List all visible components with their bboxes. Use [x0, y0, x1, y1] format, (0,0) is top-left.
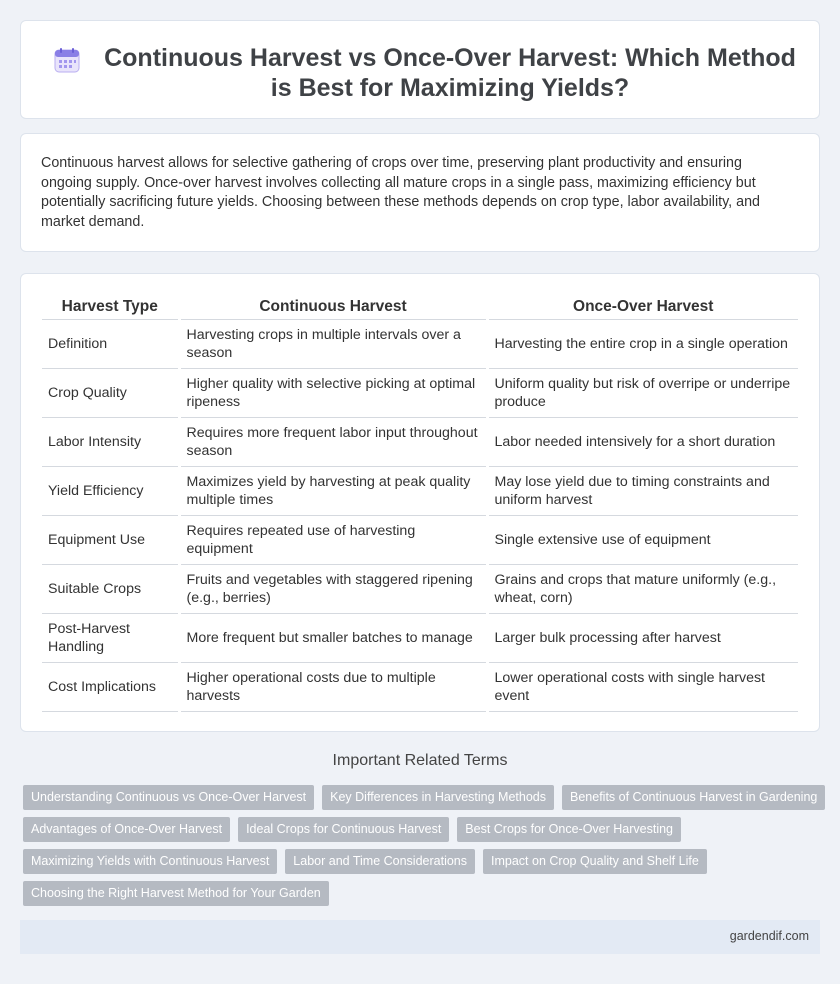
- table-cell: Lower operational costs with single harvest event: [487, 662, 798, 711]
- comparison-table: [42, 294, 798, 712]
- related-terms-title: Important Related Terms: [332, 752, 508, 769]
- table-row: [42, 662, 798, 711]
- row-label: Equipment Use: [42, 515, 179, 564]
- related-tag[interactable]: Advantages of Once-Over Harvest: [23, 817, 230, 842]
- table-cell: Larger bulk processing after harvest: [487, 613, 798, 662]
- table-row: [42, 515, 798, 564]
- table-cell: Fruits and vegetables with staggered ripening (e.g., berries): [179, 564, 487, 613]
- table-cell: May lose yield due to timing constraints and uniform harvest: [487, 466, 798, 515]
- row-label: Yield Efficiency: [42, 466, 179, 515]
- footer-site[interactable]: gardendif.com: [729, 929, 809, 943]
- calendar-icon: [54, 47, 80, 73]
- table-cell: Single extensive use of equipment: [487, 515, 798, 564]
- table-cell: Harvesting crops in multiple intervals over a season: [179, 319, 487, 368]
- table-cell: Labor needed intensively for a short duration: [487, 417, 798, 466]
- comparison-table-card: [20, 273, 820, 732]
- related-tag[interactable]: Best Crops for Once-Over Harvesting: [457, 817, 681, 842]
- intro-text: Continuous harvest allows for selective gathering of crops over time, preserving plant productivity and ensuring ongoing supply. Once-over harvest involves collecting all mature crops in a single pass, maximizing efficiency but potentially sacrificing future yields. Choosing between these methods depends on crop type, labor availability, and market demand.: [41, 155, 760, 230]
- row-label: Cost Implications: [42, 662, 179, 711]
- table-row: [42, 466, 798, 515]
- related-tags-row: [23, 785, 825, 810]
- table-header-row: [42, 294, 798, 319]
- table-header: Once-Over Harvest: [487, 294, 798, 319]
- table-cell: Higher quality with selective picking at optimal ripeness: [179, 368, 487, 417]
- row-label: Suitable Crops: [42, 564, 179, 613]
- related-tags-row: [23, 817, 681, 842]
- table-cell: Higher operational costs due to multiple harvests: [179, 662, 487, 711]
- related-tag[interactable]: Choosing the Right Harvest Method for Your Garden: [23, 881, 329, 906]
- row-label: Post-Harvest Handling: [42, 613, 179, 662]
- table-cell: Maximizes yield by harvesting at peak quality multiple times: [179, 466, 487, 515]
- related-tags-row: [23, 849, 707, 874]
- table-row: [42, 319, 798, 368]
- related-tags-row: [23, 881, 329, 906]
- table-cell: Harvesting the entire crop in a single operation: [487, 319, 798, 368]
- table-cell: Uniform quality but risk of overripe or underripe produce: [487, 368, 798, 417]
- table-row: [42, 564, 798, 613]
- page-title: Continuous Harvest vs Once-Over Harvest: Which Method is Best for Maximizing Yields?: [104, 44, 796, 102]
- related-tag[interactable]: Labor and Time Considerations: [285, 849, 475, 874]
- related-tag[interactable]: Benefits of Continuous Harvest in Gardening: [562, 785, 825, 810]
- related-tag[interactable]: Maximizing Yields with Continuous Harvest: [23, 849, 277, 874]
- row-label: Definition: [42, 319, 179, 368]
- header-card: [20, 20, 820, 119]
- intro-card: [20, 133, 820, 252]
- table-cell: Requires repeated use of harvesting equipment: [179, 515, 487, 564]
- table-header: Harvest Type: [42, 294, 179, 319]
- footer: [20, 920, 820, 954]
- table-row: [42, 613, 798, 662]
- table-row: [42, 417, 798, 466]
- related-tag[interactable]: Ideal Crops for Continuous Harvest: [238, 817, 449, 842]
- table-header: Continuous Harvest: [179, 294, 487, 319]
- related-tag[interactable]: Understanding Continuous vs Once-Over Harvest: [23, 785, 314, 810]
- table-cell: Requires more frequent labor input throughout season: [179, 417, 487, 466]
- related-tag[interactable]: Key Differences in Harvesting Methods: [322, 785, 554, 810]
- row-label: Crop Quality: [42, 368, 179, 417]
- table-cell: More frequent but smaller batches to manage: [179, 613, 487, 662]
- row-label: Labor Intensity: [42, 417, 179, 466]
- table-cell: Grains and crops that mature uniformly (e.g., wheat, corn): [487, 564, 798, 613]
- table-row: [42, 368, 798, 417]
- related-tag[interactable]: Impact on Crop Quality and Shelf Life: [483, 849, 707, 874]
